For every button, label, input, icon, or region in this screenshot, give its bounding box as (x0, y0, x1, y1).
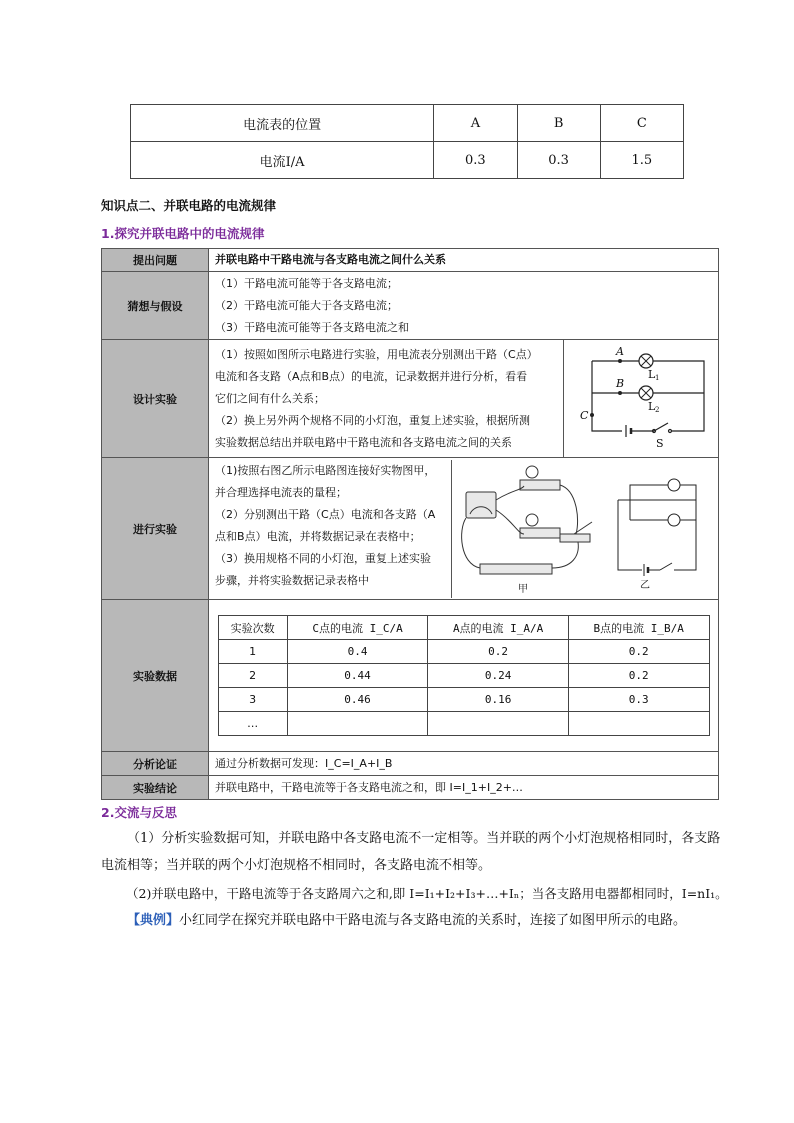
table-row (102, 776, 719, 800)
header-cell: C点的电流 I_C/A (287, 616, 428, 640)
table-row (131, 105, 684, 142)
point-label-a: A (615, 344, 624, 358)
text-line: （2）分别测出干路（C点）电流和各支路（A (215, 507, 436, 521)
row-content (209, 776, 719, 800)
table-cell (568, 712, 709, 736)
table-cell: 0.2 (568, 664, 709, 688)
table-cell: … (218, 712, 287, 736)
table-row (102, 340, 719, 458)
table-row (218, 712, 709, 736)
table-row (102, 458, 719, 600)
conclusion-text: 并联电路中，干路电流等于各支路电流之和，即 I=I_1+I_2+… (215, 780, 523, 794)
table-cell (428, 712, 569, 736)
table-cell: 0.24 (428, 664, 569, 688)
text-line: （3）换用规格不同的小灯泡，重复上述实验 (215, 551, 432, 565)
experiment-table (101, 248, 719, 800)
table-cell: 0.3 (434, 142, 517, 179)
paragraph: （2)并联电路中，干路电流等于各支路周六之和,即 I=I₁+I₂+I₃+…+Iₙ；当各支路用电器都相同时，I=nI₁。 (126, 886, 728, 901)
table-cell: 0.46 (287, 688, 428, 712)
text-line: （3）干路电流可能等于各支路电流之和 (215, 320, 410, 334)
text-line: 步骤，并将实验数据记录表格中 (215, 573, 370, 587)
svg-text:1: 1 (654, 373, 660, 382)
table-cell: 0.44 (287, 664, 428, 688)
row-content (209, 340, 564, 458)
row-label: 分析论证 (102, 752, 209, 776)
table-row (102, 249, 719, 272)
text-line: 电流和各支路（A点和B点）的电流，记录数据并进行分析，看看 (215, 369, 528, 383)
text-line: （1)按照右图乙所示电路图连接好实物图甲， (215, 463, 436, 477)
text-line: （1）按照如图所示电路进行实验，用电流表分别测出干路（C点） (215, 347, 538, 361)
table-row (131, 142, 684, 179)
lamp-label-l2: L (647, 399, 656, 413)
header-cell: B点的电流 I_B/A (568, 616, 709, 640)
table-cell: 0.2 (428, 640, 569, 664)
svg-text:2: 2 (654, 405, 660, 414)
row-content (209, 249, 719, 272)
table-row (218, 688, 709, 712)
row-content (209, 752, 719, 776)
point-label-c: C (579, 408, 589, 422)
apparatus-figure (452, 460, 716, 598)
analysis-text: 通过分析数据可发现：I_C=I_A+I_B (215, 756, 393, 770)
point-label-b: B (615, 376, 625, 390)
text-line: 实验数据总结出并联电路中干路电流和各支路电流之间的关系 (215, 435, 513, 449)
table-cell: 0.4 (287, 640, 428, 664)
table-row (218, 640, 709, 664)
table-cell: 3 (218, 688, 287, 712)
table-cell: 电流表的位置 (131, 105, 434, 142)
row-label: 实验结论 (102, 776, 209, 800)
table-cell: B (517, 105, 600, 142)
lamp-label-l1: L (647, 367, 656, 381)
text-line: （2）干路电流可能大于各支路电流； (215, 298, 399, 312)
example-text: 小红同学在探究并联电路中干路电流与各支路电流的关系时，连接了如图甲所示的电路。 (179, 913, 687, 928)
parallel-circuit-diagram (564, 343, 716, 455)
text-line: 它们之间有什么关系； (215, 391, 326, 405)
table-cell: 1.5 (600, 142, 683, 179)
text-line: （2）换上另外两个规格不同的小灯泡，重复上述实验，根据所测 (215, 413, 531, 427)
row-label: 设计实验 (102, 340, 209, 458)
table-cell: 0.16 (428, 688, 569, 712)
header-cell: 实验次数 (218, 616, 287, 640)
table-cell (287, 712, 428, 736)
switch-label: S (655, 436, 664, 450)
table-cell: 1 (218, 640, 287, 664)
table-row (102, 600, 719, 752)
row-label: 猜想与假设 (102, 272, 209, 340)
row-content (209, 600, 719, 752)
table-row (218, 664, 709, 688)
section-title: 知识点二、并联电路的电流规律 (101, 198, 277, 213)
table-row (102, 272, 719, 340)
table-cell: 电流I/A (131, 142, 434, 179)
current-table (130, 104, 684, 179)
figure-label-jia: 甲 (518, 583, 529, 595)
table-cell: C (600, 105, 683, 142)
table-row (102, 752, 719, 776)
question-text: 并联电路中干路电流与各支路电流之间什么关系 (215, 253, 447, 266)
example-paragraph (101, 907, 731, 934)
example-tag: 【典例】 (127, 913, 180, 928)
text-line: 并合理选择电流表的量程； (215, 485, 348, 499)
text-line: 点和B点）电流，并将数据记录在表格中； (215, 529, 421, 543)
table-cell: A (434, 105, 517, 142)
table-cell: 0.3 (517, 142, 600, 179)
row-label: 实验数据 (102, 600, 209, 752)
row-label: 提出问题 (102, 249, 209, 272)
row-content (209, 272, 719, 340)
row-label: 进行实验 (102, 458, 209, 600)
procedure-text (209, 460, 452, 598)
table-row (218, 616, 709, 640)
circuit-figure-cell (563, 340, 718, 458)
subsection-title: 1.探究并联电路中的电流规律 (101, 226, 265, 241)
text-line: （1）干路电流可能等于各支路电流； (215, 276, 399, 290)
row-content (209, 458, 719, 600)
data-table (218, 615, 710, 736)
table-cell: 0.3 (568, 688, 709, 712)
header-cell: A点的电流 I_A/A (428, 616, 569, 640)
figure-label-yi: 乙 (640, 579, 651, 591)
table-cell: 0.2 (568, 640, 709, 664)
subsection-title: 2.交流与反思 (101, 805, 177, 820)
paragraph: （1）分析实验数据可知，并联电路中各支路电流不一定相等。当并联的两个小灯泡规格相同时，各支路电流相等；当并联的两个小灯泡规格不相同时，各支路电流不相等。 (101, 831, 721, 873)
table-cell: 2 (218, 664, 287, 688)
